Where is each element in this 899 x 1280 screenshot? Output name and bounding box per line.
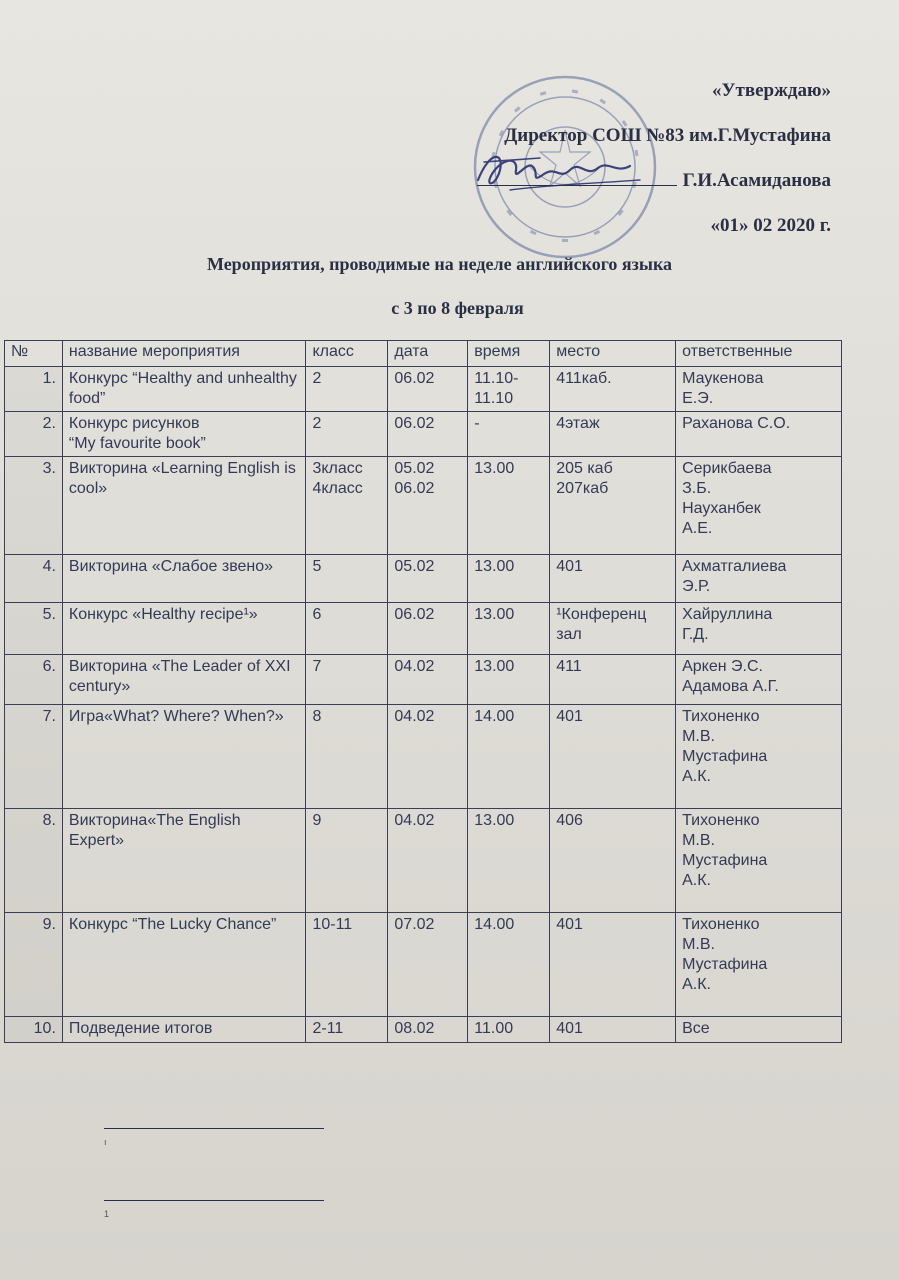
cell-date: 04.02 [388,705,468,809]
cell-row-number: 9. [5,913,63,1017]
approval-date: «01» 02 2020 г. [710,215,831,236]
cell-event-name: Викторина «Слабое звено» [62,555,306,603]
cell-event-name: Игра«What? Where? When?» [62,705,306,809]
header-time: время [468,341,550,367]
cell-date: 05.02 06.02 [388,457,468,555]
cell-responsible: Тихоненко М.В. Мустафина А.К. [676,809,842,913]
cell-grade: 10-11 [306,913,388,1017]
cell-responsible: Тихоненко М.В. Мустафина А.К. [676,913,842,1017]
document-title: Мероприятия, проводимые на неделе английского языка [206,254,673,274]
cell-event-name: Подведение итогов [62,1017,306,1043]
header-grade: класс [306,341,388,367]
cell-responsible: Все [676,1017,842,1043]
signature-line [477,165,677,186]
cell-event-name: Конкурс “The Lucky Chance” [62,913,306,1017]
cell-grade: 7 [306,655,388,705]
header-number: № [5,341,63,367]
cell-event-name: Конкурс “Healthy and unhealthy food” [62,367,306,412]
cell-event-name: Конкурс «Healthy recipe¹» [62,603,306,655]
cell-time: 13.00 [468,603,550,655]
cell-time: 11.10- 11.10 [468,367,550,412]
cell-row-number: 6. [5,655,63,705]
cell-date: 06.02 [388,367,468,412]
cell-place: 411каб. [550,367,676,412]
cell-date: 04.02 [388,809,468,913]
cell-place: 401 [550,1017,676,1043]
cell-grade: 2-11 [306,1017,388,1043]
table-row [5,367,842,412]
document-subtitle: с 3 по 8 февраля [391,298,524,318]
cell-row-number: 3. [5,457,63,555]
cell-grade: 9 [306,809,388,913]
cell-row-number: 10. [5,1017,63,1043]
table-row [5,655,842,705]
table-row [5,412,842,457]
cell-responsible: Маукенова Е.Э. [676,367,842,412]
table-row [5,1017,842,1043]
table-header-row [5,341,842,367]
table-row [5,809,842,913]
cell-date: 04.02 [388,655,468,705]
cell-time: 13.00 [468,809,550,913]
header-responsible: ответственные [676,341,842,367]
cell-event-name: Викторина«The English Expert» [62,809,306,913]
cell-time: 14.00 [468,705,550,809]
cell-row-number: 8. [5,809,63,913]
cell-place: ¹Конференц зал [550,603,676,655]
cell-grade: 8 [306,705,388,809]
cell-event-name: Конкурс рисунков “My favourite book” [62,412,306,457]
cell-grade: 3класс 4класс [306,457,388,555]
cell-time: 13.00 [468,655,550,705]
header-event: название мероприятия [62,341,306,367]
events-table [4,340,842,1043]
director-name: Г.И.Асамиданова [682,170,831,191]
footnote-line-2 [104,1200,324,1219]
cell-row-number: 7. [5,705,63,809]
cell-grade: 6 [306,603,388,655]
footnote-mark-1: ı [104,1137,107,1147]
cell-responsible: Аркен Э.С. Адамова А.Г. [676,655,842,705]
footnote-line-1 [104,1128,324,1147]
table-row [5,705,842,809]
cell-responsible: Раханова С.О. [676,412,842,457]
cell-row-number: 2. [5,412,63,457]
table-row [5,457,842,555]
cell-place: 406 [550,809,676,913]
cell-place: 401 [550,555,676,603]
cell-place: 401 [550,705,676,809]
cell-row-number: 5. [5,603,63,655]
cell-time: 13.00 [468,555,550,603]
cell-responsible: Серикбаева З.Б. Науханбек А.Е. [676,457,842,555]
approval-position: Директор СОШ №83 им.Г.Мустафина [504,125,831,146]
cell-date: 08.02 [388,1017,468,1043]
cell-place: 411 [550,655,676,705]
cell-responsible: Тихоненко М.В. Мустафина А.К. [676,705,842,809]
cell-place: 205 каб 207каб [550,457,676,555]
cell-time: 13.00 [468,457,550,555]
cell-row-number: 1. [5,367,63,412]
cell-event-name: Викторина «The Leader of XXI century» [62,655,306,705]
table-row [5,603,842,655]
cell-grade: 2 [306,367,388,412]
cell-date: 07.02 [388,913,468,1017]
header-date: дата [388,341,468,367]
cell-date: 05.02 [388,555,468,603]
approval-block [477,68,831,248]
cell-date: 06.02 [388,412,468,457]
cell-row-number: 4. [5,555,63,603]
cell-time: 14.00 [468,913,550,1017]
header-place: место [550,341,676,367]
cell-grade: 2 [306,412,388,457]
cell-time: - [468,412,550,457]
cell-event-name: Викторина «Learning English is cool» [62,457,306,555]
footnote-mark-2: 1 [104,1209,110,1219]
cell-date: 06.02 [388,603,468,655]
approval-signature-row [477,158,831,203]
table-row [5,913,842,1017]
approval-heading: «Утверждаю» [712,80,831,101]
cell-responsible: Ахматгалиева Э.Р. [676,555,842,603]
cell-responsible: Хайруллина Г.Д. [676,603,842,655]
cell-grade: 5 [306,555,388,603]
cell-place: 401 [550,913,676,1017]
table-row [5,555,842,603]
cell-place: 4этаж [550,412,676,457]
cell-time: 11.00 [468,1017,550,1043]
